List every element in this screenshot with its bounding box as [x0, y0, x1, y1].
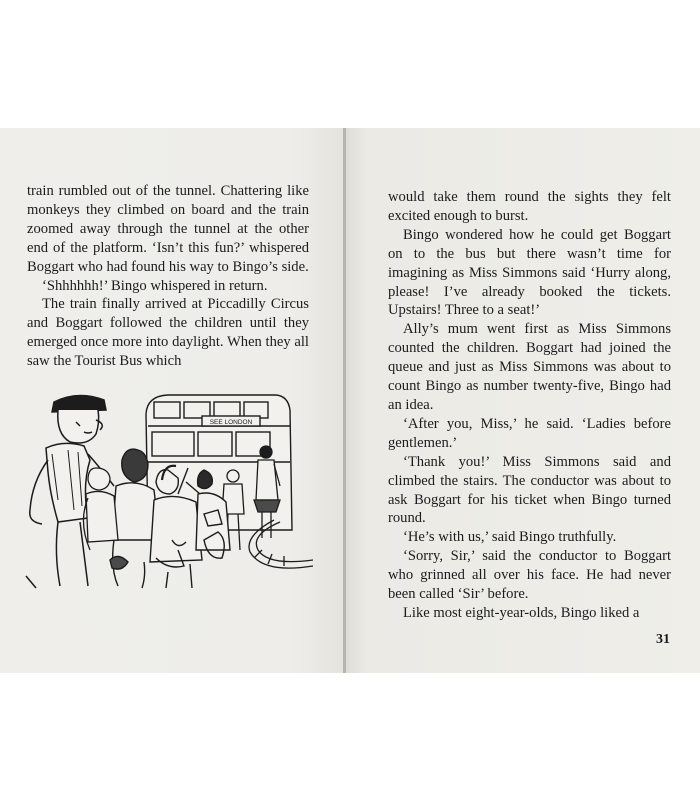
left-page-text [27, 182, 309, 371]
page-gutter [343, 128, 346, 673]
paragraph: ‘After you, Miss,’ he said. ‘Ladies before gentlemen.’ [388, 415, 671, 451]
book-spread [0, 128, 700, 673]
paragraph: ‘He’s with us,’ said Bingo truthfully. [403, 529, 617, 546]
illustration-bus-scene [18, 390, 313, 590]
paragraph: train rumbled out of the tunnel. Chattering like monkeys they climbed on board and the train zoomed away through the tunnel at the other end of the platform. ‘Isn’t this fun?’ whispered Boggart who had found his way to Bingo’s side. [27, 183, 309, 275]
paragraph: The train finally arrived at Piccadilly Circus and Boggart followed the children until they emerged once more into daylight. When they all saw the Tourist Bus which [27, 296, 309, 370]
paragraph: would take them round the sights they felt excited enough to burst. [388, 189, 671, 224]
bus-sign: SEE LONDON [209, 419, 253, 426]
page-number: 31 [656, 632, 670, 647]
paragraph: ‘Sorry, Sir,’ said the conductor to Boggart who grinned all over his face. He had never been called ‘Sir’ before. [388, 548, 671, 603]
right-page-text [388, 188, 671, 623]
paragraph: ‘Thank you!’ Miss Simmons said and climbed the stairs. The conductor was about to ask Boggart for his ticket when Bingo turned round. [388, 453, 671, 527]
paragraph: Like most eight-year-olds, Bingo liked a [403, 604, 640, 621]
paragraph: Ally’s mum went first as Miss Simmons counted the children. Boggart had joined the queue and just as Miss Simmons was about to count Bingo as number twenty-five, Bingo had an idea. [388, 321, 671, 413]
crowd-left-figure [83, 468, 118, 550]
paragraph: ‘Shhhhhh!’ Bingo whispered in return. [42, 277, 268, 294]
paragraph: Bingo wondered how he could get Boggart on to the bus but there wasn’t time for imagining as Miss Simmons said ‘Hurry along, please! I’ve already booked the tickets. Upstairs! Three to a seat!’ [388, 226, 671, 319]
